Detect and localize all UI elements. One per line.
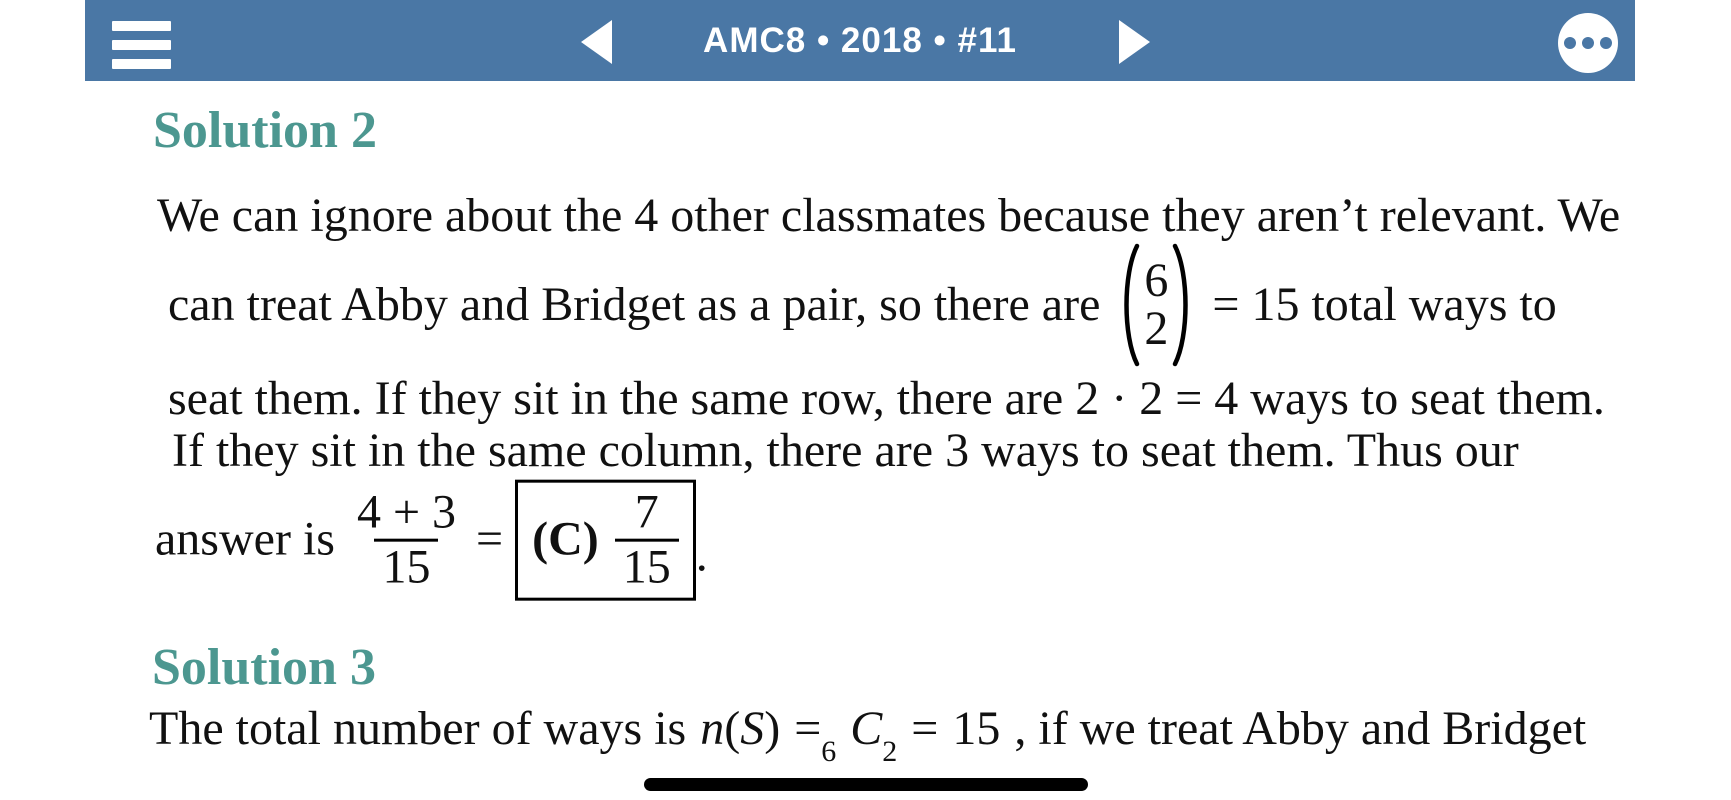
math-value-15: 15 bbox=[952, 702, 1001, 755]
answer-line bbox=[155, 480, 708, 601]
next-problem-button[interactable] bbox=[1119, 20, 1150, 64]
fraction-denominator: 15 bbox=[615, 539, 679, 594]
math-var-s: S bbox=[740, 702, 765, 755]
line2-pre-text: can treat Abby and Bridget as a pair, so there are bbox=[168, 278, 1101, 331]
paragraph-line: We can ignore about the 4 other classmates because they aren’t relevant. We bbox=[157, 189, 1621, 242]
fraction-7-over-15 bbox=[615, 487, 679, 594]
page-title: AMC8 • 2018 • #11 bbox=[703, 21, 1017, 60]
sol3-pre-text: The total number of ways is bbox=[149, 702, 687, 755]
solution3-heading: Solution 3 bbox=[152, 639, 376, 696]
solution2-heading: Solution 2 bbox=[153, 102, 377, 159]
equals-sign: = bbox=[476, 513, 504, 566]
math-sub-6: 6 bbox=[821, 734, 837, 768]
paragraph-line: seat them. If they sit in the same row, there are 2 · 2 = 4 ways to seat them. bbox=[168, 372, 1605, 425]
math-open-paren: ( bbox=[724, 702, 741, 755]
answer-pre-text: answer is bbox=[155, 513, 335, 566]
paragraph-line: If they sit in the same column, there are 3 ways to seat them. Thus our bbox=[172, 424, 1519, 477]
math-close-paren: ) bbox=[764, 702, 781, 755]
line2-post-text: = 15 total ways to bbox=[1212, 278, 1557, 331]
math-var-c: C bbox=[850, 702, 883, 755]
fraction-4plus3-over-15 bbox=[349, 487, 464, 594]
more-options-button[interactable] bbox=[1558, 13, 1618, 73]
sol3-post-text: , if we treat Abby and Bridget bbox=[1014, 702, 1587, 755]
binomial-6-choose-2 bbox=[1118, 242, 1194, 368]
fraction-denominator: 15 bbox=[374, 539, 438, 594]
paragraph-line-math bbox=[168, 242, 1557, 368]
big-right-paren-icon bbox=[1172, 242, 1194, 368]
boxed-answer bbox=[515, 480, 696, 601]
answer-choice-label: (C) bbox=[532, 513, 599, 566]
binom-top: 6 bbox=[1144, 254, 1169, 307]
solution3-first-line bbox=[149, 702, 1587, 768]
fraction-numerator: 4 + 3 bbox=[356, 485, 457, 539]
ellipsis-icon bbox=[1582, 37, 1594, 49]
binom-bottom: 2 bbox=[1144, 302, 1169, 355]
home-indicator[interactable] bbox=[644, 778, 1088, 791]
big-left-paren-icon bbox=[1118, 242, 1140, 368]
ellipsis-icon bbox=[1600, 37, 1612, 49]
math-sub-2: 2 bbox=[882, 734, 898, 768]
ellipsis-icon bbox=[1564, 37, 1576, 49]
math-equals: = bbox=[911, 702, 939, 755]
fraction-numerator: 7 bbox=[634, 485, 659, 539]
math-var-n: n bbox=[700, 702, 725, 755]
header-bar bbox=[85, 0, 1635, 81]
sentence-period: . bbox=[695, 529, 708, 582]
math-equals: = bbox=[794, 702, 822, 755]
